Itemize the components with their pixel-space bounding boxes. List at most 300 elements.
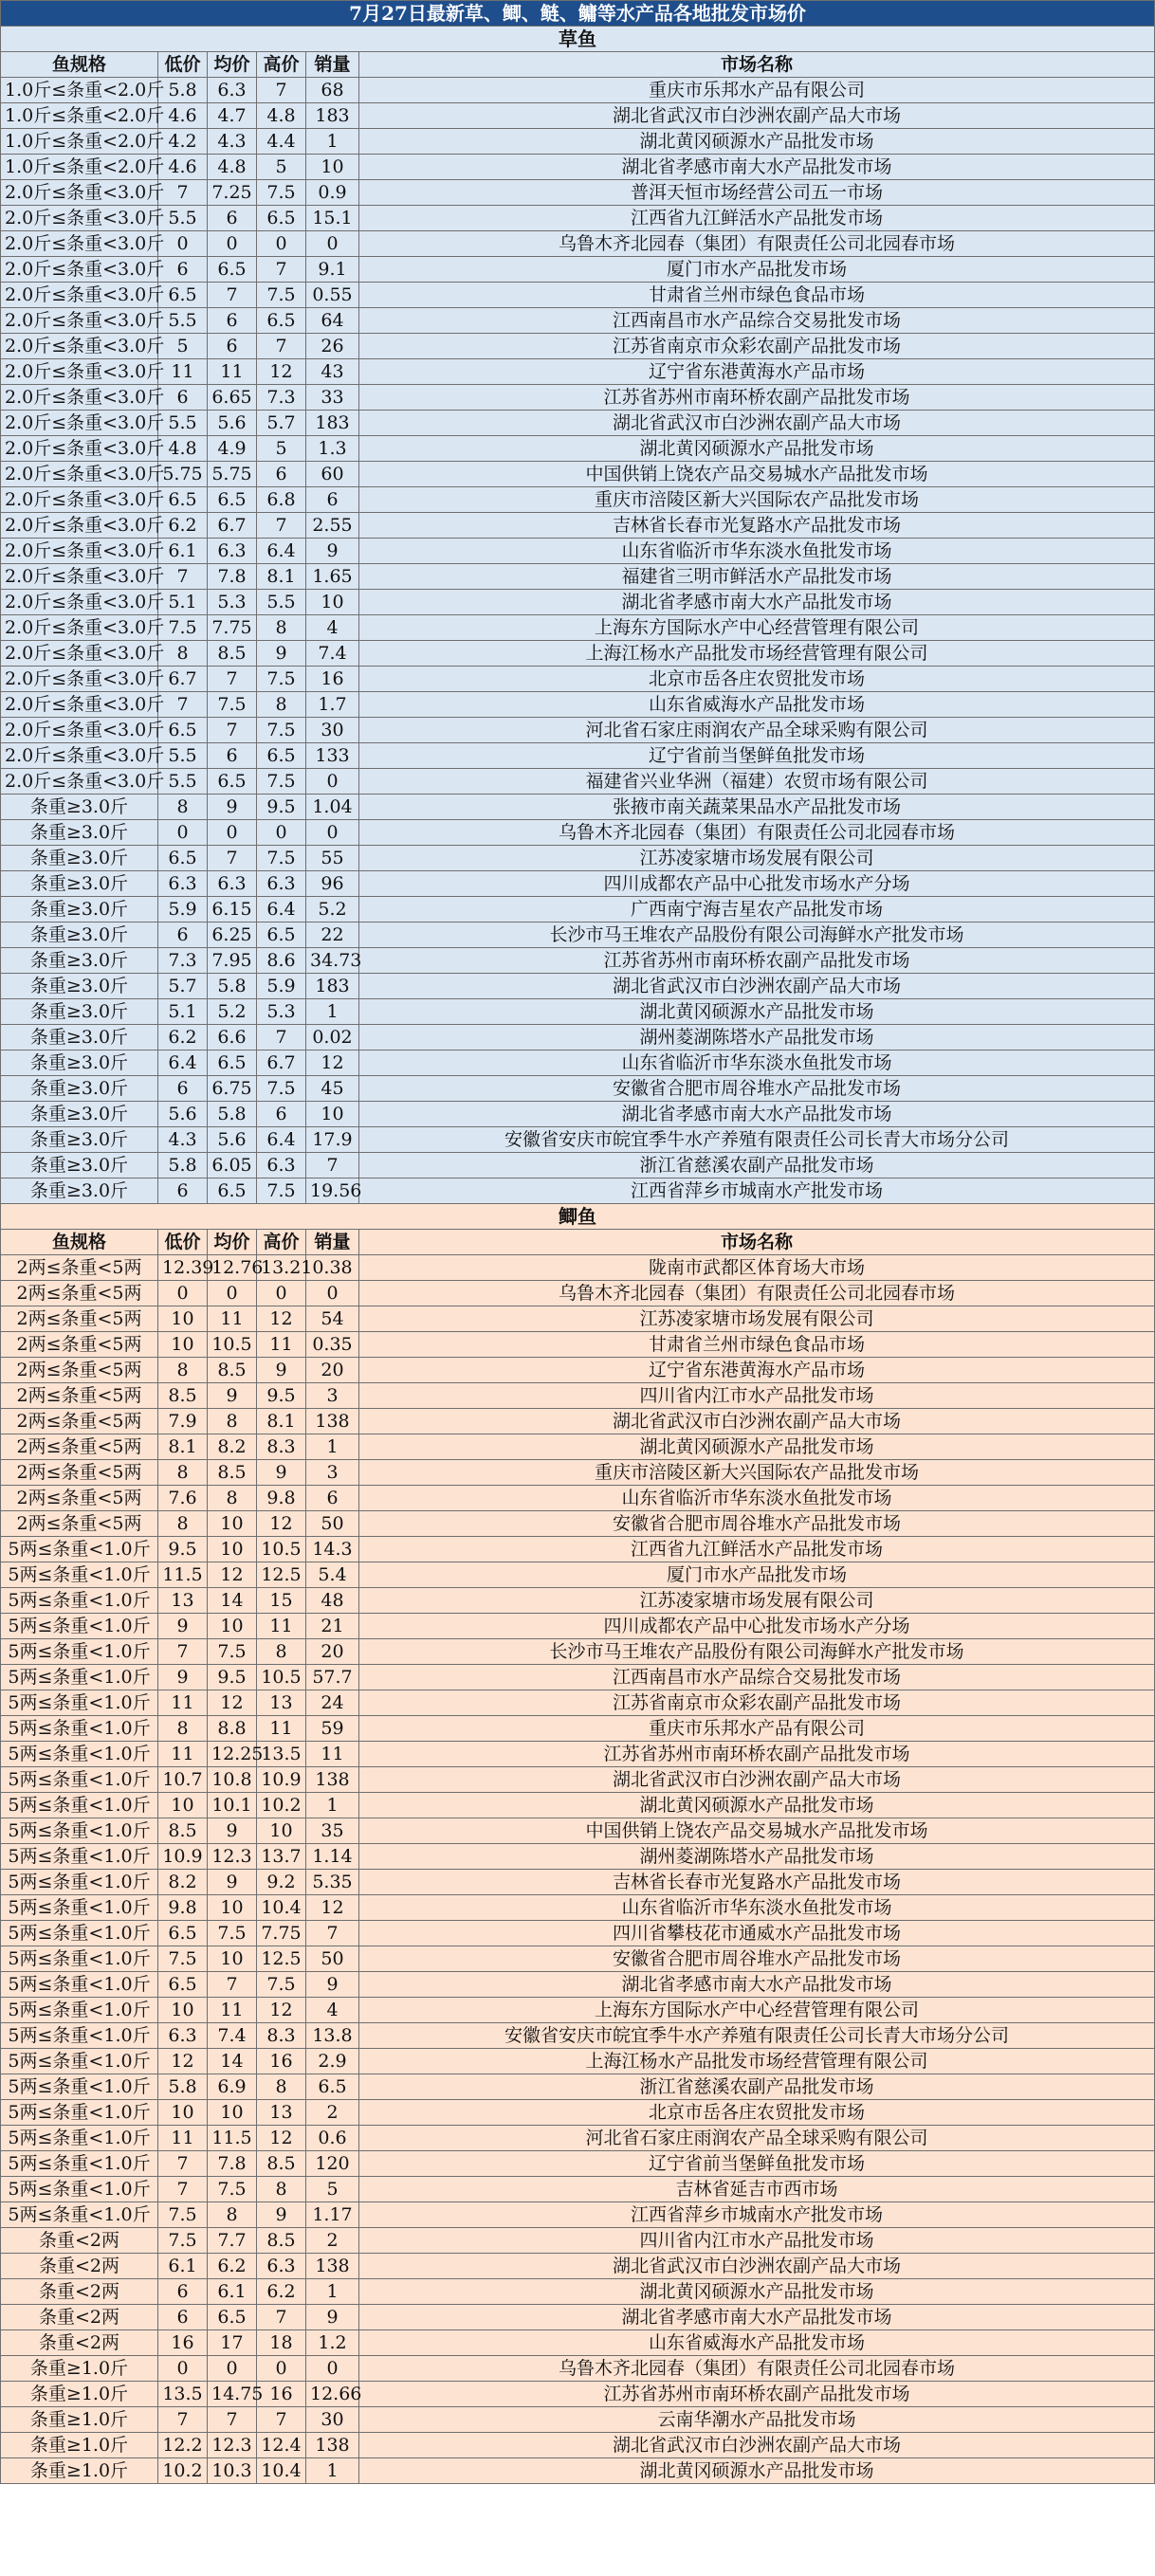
- value-cell: 8.5: [208, 641, 257, 667]
- value-cell: 6: [306, 487, 359, 513]
- value-cell: 12.5: [257, 1946, 306, 1972]
- value-cell: 7.5: [158, 615, 208, 641]
- value-cell: 12: [208, 1562, 257, 1588]
- spec-cell: 5两≤条重<1.0斤: [1, 1921, 158, 1946]
- table-row: [1, 795, 1155, 820]
- value-cell: 6.3: [158, 2023, 208, 2049]
- table-row: [1, 103, 1155, 129]
- spec-cell: 1.0斤≤条重<2.0斤: [1, 78, 158, 103]
- value-cell: 11: [158, 1690, 208, 1716]
- value-cell: 0: [257, 231, 306, 257]
- market-name-cell: 湖北省武汉市白沙洲农副产品大市场: [359, 103, 1155, 129]
- market-name-cell: 江苏凌家塘市场发展有限公司: [359, 846, 1155, 871]
- value-cell: 12.25: [208, 1742, 257, 1767]
- value-cell: 6.2: [158, 1025, 208, 1050]
- spec-cell: 2.0斤≤条重<3.0斤: [1, 231, 158, 257]
- table-row: [1, 1025, 1155, 1050]
- spec-cell: 5两≤条重<1.0斤: [1, 2126, 158, 2151]
- value-cell: 10.5: [208, 1332, 257, 1358]
- value-cell: 3: [306, 1460, 359, 1486]
- value-cell: 5.5: [257, 590, 306, 615]
- value-cell: 5.4: [306, 1562, 359, 1588]
- table-row: [1, 820, 1155, 846]
- value-cell: 10.4: [257, 2458, 306, 2484]
- value-cell: 1: [306, 1434, 359, 1460]
- value-cell: 6.15: [208, 897, 257, 923]
- value-cell: 30: [306, 2407, 359, 2433]
- value-cell: 9: [208, 795, 257, 820]
- value-cell: 8: [158, 641, 208, 667]
- spec-cell: 2.0斤≤条重<3.0斤: [1, 769, 158, 795]
- value-cell: 1: [306, 2279, 359, 2305]
- market-name-cell: 湖州菱湖陈塔水产品批发市场: [359, 1844, 1155, 1870]
- value-cell: 13: [257, 1690, 306, 1716]
- value-cell: 10.5: [257, 1537, 306, 1562]
- value-cell: 4.7: [208, 103, 257, 129]
- value-cell: 10.2: [158, 2458, 208, 2484]
- value-cell: 4: [306, 1998, 359, 2023]
- value-cell: 7.5: [257, 1972, 306, 1998]
- value-cell: 5.35: [306, 1870, 359, 1895]
- column-header: 市场名称: [359, 1230, 1155, 1255]
- spec-cell: 5两≤条重<1.0斤: [1, 1818, 158, 1844]
- value-cell: 14.75: [208, 2382, 257, 2407]
- value-cell: 6: [158, 2305, 208, 2330]
- table-row: [1, 2023, 1155, 2049]
- value-cell: 1: [306, 1793, 359, 1818]
- spec-cell: 5两≤条重<1.0斤: [1, 2151, 158, 2177]
- value-cell: 138: [306, 2254, 359, 2279]
- value-cell: 4.6: [158, 155, 208, 180]
- value-cell: 13.5: [257, 1742, 306, 1767]
- value-cell: 10: [208, 1614, 257, 1639]
- spec-cell: 条重≥3.0斤: [1, 999, 158, 1025]
- market-name-cell: 上海江杨水产品批发市场经营管理有限公司: [359, 2049, 1155, 2074]
- value-cell: 4.8: [257, 103, 306, 129]
- value-cell: 8.8: [208, 1716, 257, 1742]
- spec-cell: 2.0斤≤条重<3.0斤: [1, 692, 158, 718]
- spec-cell: 条重≥3.0斤: [1, 1076, 158, 1102]
- value-cell: 11: [158, 359, 208, 385]
- value-cell: 8: [158, 1716, 208, 1742]
- value-cell: 10.1: [208, 1793, 257, 1818]
- value-cell: 14: [208, 2049, 257, 2074]
- value-cell: 12.3: [208, 1844, 257, 1870]
- spec-cell: 5两≤条重<1.0斤: [1, 1767, 158, 1793]
- market-name-cell: 湖北黄冈硕源水产品批发市场: [359, 436, 1155, 462]
- spec-cell: 5两≤条重<1.0斤: [1, 2049, 158, 2074]
- market-name-cell: 湖北省孝感市南大水产品批发市场: [359, 590, 1155, 615]
- value-cell: 8.3: [257, 2023, 306, 2049]
- value-cell: 17: [208, 2330, 257, 2356]
- spec-cell: 2.0斤≤条重<3.0斤: [1, 385, 158, 411]
- table-row: [1, 1895, 1155, 1921]
- value-cell: 9.2: [257, 1870, 306, 1895]
- table-row: [1, 334, 1155, 359]
- value-cell: 5.3: [208, 590, 257, 615]
- value-cell: 6.3: [208, 78, 257, 103]
- market-name-cell: 张掖市南关蔬菜果品水产品批发市场: [359, 795, 1155, 820]
- value-cell: 6.9: [208, 2074, 257, 2100]
- value-cell: 8.1: [158, 1434, 208, 1460]
- spec-cell: 2.0斤≤条重<3.0斤: [1, 539, 158, 564]
- value-cell: 35: [306, 1818, 359, 1844]
- table-row: [1, 1639, 1155, 1665]
- value-cell: 7: [208, 1972, 257, 1998]
- table-row: [1, 897, 1155, 923]
- table-row: [1, 2356, 1155, 2382]
- table-row: [1, 411, 1155, 436]
- market-name-cell: 湖北省武汉市白沙洲农副产品大市场: [359, 411, 1155, 436]
- value-cell: 7: [158, 180, 208, 206]
- market-name-cell: 北京市岳各庄农贸批发市场: [359, 667, 1155, 692]
- page-title: 7月27日最新草、鲫、鲢、鳙等水产品各地批发市场价: [1, 1, 1155, 27]
- value-cell: 6: [208, 334, 257, 359]
- value-cell: 34.73: [306, 948, 359, 974]
- market-name-cell: 江苏省南京市众彩农副产品批发市场: [359, 1690, 1155, 1716]
- value-cell: 7: [257, 1025, 306, 1050]
- spec-cell: 5两≤条重<1.0斤: [1, 2100, 158, 2126]
- value-cell: 7: [158, 2177, 208, 2202]
- market-name-cell: 湖北黄冈硕源水产品批发市场: [359, 1434, 1155, 1460]
- market-name-cell: 湖北黄冈硕源水产品批发市场: [359, 2458, 1155, 2484]
- value-cell: 8.5: [158, 1818, 208, 1844]
- value-cell: 7: [257, 2305, 306, 2330]
- value-cell: 11.5: [208, 2126, 257, 2151]
- value-cell: 7.5: [257, 846, 306, 871]
- market-name-cell: 河北省石家庄雨润农产品全球采购有限公司: [359, 718, 1155, 743]
- value-cell: 6.2: [208, 2254, 257, 2279]
- spec-cell: 条重≥3.0斤: [1, 871, 158, 897]
- value-cell: 1.65: [306, 564, 359, 590]
- table-row: [1, 1127, 1155, 1153]
- value-cell: 5.7: [158, 974, 208, 999]
- value-cell: 1.17: [306, 2202, 359, 2228]
- value-cell: 7: [257, 78, 306, 103]
- spec-cell: 2.0斤≤条重<3.0斤: [1, 283, 158, 308]
- table-row: [1, 436, 1155, 462]
- market-name-cell: 上海东方国际水产中心经营管理有限公司: [359, 615, 1155, 641]
- market-name-cell: 乌鲁木齐北园春（集团）有限责任公司北园春市场: [359, 2356, 1155, 2382]
- value-cell: 10: [208, 1946, 257, 1972]
- market-name-cell: 湖北省武汉市白沙洲农副产品大市场: [359, 2254, 1155, 2279]
- value-cell: 8: [257, 615, 306, 641]
- column-header: 均价: [208, 1230, 257, 1255]
- value-cell: 11: [257, 1716, 306, 1742]
- table-row: [1, 948, 1155, 974]
- market-name-cell: 安徽省合肥市周谷堆水产品批发市场: [359, 1946, 1155, 1972]
- value-cell: 7: [257, 334, 306, 359]
- market-name-cell: 湖北黄冈硕源水产品批发市场: [359, 2279, 1155, 2305]
- value-cell: 2: [306, 2100, 359, 2126]
- value-cell: 0: [208, 2356, 257, 2382]
- value-cell: 9: [257, 2202, 306, 2228]
- value-cell: 7.75: [257, 1921, 306, 1946]
- market-name-cell: 江苏省苏州市南环桥农副产品批发市场: [359, 1742, 1155, 1767]
- value-cell: 7: [158, 1639, 208, 1665]
- value-cell: 96: [306, 871, 359, 897]
- market-name-cell: 乌鲁木齐北园春（集团）有限责任公司北园春市场: [359, 820, 1155, 846]
- spec-cell: 条重<2两: [1, 2279, 158, 2305]
- value-cell: 6.5: [257, 743, 306, 769]
- value-cell: 9.5: [257, 1383, 306, 1409]
- spec-cell: 1.0斤≤条重<2.0斤: [1, 129, 158, 155]
- market-name-cell: 中国供销上饶农产品交易城水产品批发市场: [359, 462, 1155, 487]
- spec-cell: 5两≤条重<1.0斤: [1, 1562, 158, 1588]
- spec-cell: 5两≤条重<1.0斤: [1, 1998, 158, 2023]
- table-row: [1, 1306, 1155, 1332]
- market-name-cell: 重庆市乐邦水产品有限公司: [359, 78, 1155, 103]
- spec-cell: 条重<2两: [1, 2305, 158, 2330]
- spec-cell: 5两≤条重<1.0斤: [1, 1946, 158, 1972]
- spec-cell: 5两≤条重<1.0斤: [1, 1537, 158, 1562]
- value-cell: 5.5: [158, 411, 208, 436]
- table-row: [1, 2330, 1155, 2356]
- value-cell: 2.55: [306, 513, 359, 539]
- value-cell: 10: [257, 1818, 306, 1844]
- table-row: [1, 718, 1155, 743]
- table-row: [1, 1690, 1155, 1716]
- table-row: [1, 180, 1155, 206]
- value-cell: 0: [158, 1281, 208, 1306]
- value-cell: 6.3: [208, 871, 257, 897]
- column-header: 市场名称: [359, 52, 1155, 78]
- value-cell: 9: [306, 1972, 359, 1998]
- market-name-cell: 山东省临沂市华东淡水鱼批发市场: [359, 1486, 1155, 1511]
- spec-cell: 条重≥3.0斤: [1, 1102, 158, 1127]
- value-cell: 5: [158, 334, 208, 359]
- spec-cell: 5两≤条重<1.0斤: [1, 1895, 158, 1921]
- value-cell: 20: [306, 1358, 359, 1383]
- value-cell: 6.3: [257, 1153, 306, 1178]
- value-cell: 8: [257, 692, 306, 718]
- value-cell: 9.8: [158, 1895, 208, 1921]
- value-cell: 6.05: [208, 1153, 257, 1178]
- value-cell: 68: [306, 78, 359, 103]
- value-cell: 7.5: [158, 1946, 208, 1972]
- value-cell: 12: [257, 1998, 306, 2023]
- value-cell: 12: [257, 2126, 306, 2151]
- value-cell: 6.5: [306, 2074, 359, 2100]
- value-cell: 7: [158, 2407, 208, 2433]
- market-name-cell: 湖北省孝感市南大水产品批发市场: [359, 2305, 1155, 2330]
- value-cell: 9: [306, 539, 359, 564]
- value-cell: 1: [306, 129, 359, 155]
- table-row: [1, 1588, 1155, 1614]
- value-cell: 8.5: [158, 1383, 208, 1409]
- value-cell: 6: [158, 1076, 208, 1102]
- spec-cell: 2.0斤≤条重<3.0斤: [1, 334, 158, 359]
- value-cell: 120: [306, 2151, 359, 2177]
- spec-cell: 2.0斤≤条重<3.0斤: [1, 359, 158, 385]
- table-row: [1, 999, 1155, 1025]
- spec-cell: 2.0斤≤条重<3.0斤: [1, 308, 158, 334]
- value-cell: 8: [208, 1409, 257, 1434]
- table-row: [1, 2151, 1155, 2177]
- market-name-cell: 湖北省武汉市白沙洲农副产品大市场: [359, 2433, 1155, 2458]
- table-row: [1, 359, 1155, 385]
- market-name-cell: 浙江省慈溪农副产品批发市场: [359, 1153, 1155, 1178]
- table-row: [1, 1767, 1155, 1793]
- value-cell: 6.4: [158, 1050, 208, 1076]
- value-cell: 8.5: [257, 2228, 306, 2254]
- value-cell: 5.1: [158, 999, 208, 1025]
- table-row: [1, 1793, 1155, 1818]
- value-cell: 8: [257, 1639, 306, 1665]
- spec-cell: 条重≥1.0斤: [1, 2407, 158, 2433]
- value-cell: 9: [158, 1614, 208, 1639]
- table-row: [1, 923, 1155, 948]
- value-cell: 15: [257, 1588, 306, 1614]
- market-name-cell: 河北省石家庄雨润农产品全球采购有限公司: [359, 2126, 1155, 2151]
- spec-cell: 5两≤条重<1.0斤: [1, 2202, 158, 2228]
- value-cell: 9: [208, 1870, 257, 1895]
- table-row: [1, 2100, 1155, 2126]
- value-cell: 8.1: [257, 1409, 306, 1434]
- value-cell: 30: [306, 718, 359, 743]
- table-row: [1, 385, 1155, 411]
- value-cell: 6.4: [257, 1127, 306, 1153]
- market-name-cell: 山东省威海水产品批发市场: [359, 2330, 1155, 2356]
- table-row: [1, 846, 1155, 871]
- value-cell: 12.76: [208, 1255, 257, 1281]
- spec-cell: 2两≤条重<5两: [1, 1358, 158, 1383]
- value-cell: 16: [257, 2382, 306, 2407]
- value-cell: 7.9: [158, 1409, 208, 1434]
- value-cell: 7.5: [208, 1639, 257, 1665]
- value-cell: 1.3: [306, 436, 359, 462]
- value-cell: 13.7: [257, 1844, 306, 1870]
- table-row: [1, 283, 1155, 308]
- value-cell: 0.55: [306, 283, 359, 308]
- value-cell: 183: [306, 103, 359, 129]
- table-row: [1, 1358, 1155, 1383]
- value-cell: 0: [208, 1281, 257, 1306]
- value-cell: 11: [306, 1742, 359, 1767]
- title-row: [1, 1, 1155, 27]
- value-cell: 6.5: [158, 718, 208, 743]
- value-cell: 7.25: [208, 180, 257, 206]
- spec-cell: 5两≤条重<1.0斤: [1, 1639, 158, 1665]
- market-name-cell: 江西南昌市水产品综合交易批发市场: [359, 308, 1155, 334]
- spec-cell: 2.0斤≤条重<3.0斤: [1, 513, 158, 539]
- value-cell: 9.8: [257, 1486, 306, 1511]
- value-cell: 8: [208, 1486, 257, 1511]
- market-name-cell: 长沙市马王堆农产品股份有限公司海鲜水产批发市场: [359, 923, 1155, 948]
- value-cell: 10.2: [257, 1793, 306, 1818]
- value-cell: 3: [306, 1383, 359, 1409]
- market-name-cell: 湖北省孝感市南大水产品批发市场: [359, 155, 1155, 180]
- value-cell: 10: [158, 1793, 208, 1818]
- value-cell: 13.5: [158, 2382, 208, 2407]
- value-cell: 12: [306, 1050, 359, 1076]
- value-cell: 5.75: [158, 462, 208, 487]
- table-row: [1, 155, 1155, 180]
- value-cell: 6.8: [257, 487, 306, 513]
- value-cell: 6.75: [208, 1076, 257, 1102]
- value-cell: 5.5: [158, 769, 208, 795]
- value-cell: 7.5: [257, 769, 306, 795]
- market-name-cell: 安徽省安庆市皖宜季牛水产养殖有限责任公司长青大市场分公司: [359, 1127, 1155, 1153]
- value-cell: 10.9: [158, 1844, 208, 1870]
- value-cell: 8: [208, 2202, 257, 2228]
- market-name-cell: 江西省萍乡市城南水产批发市场: [359, 1178, 1155, 1204]
- value-cell: 33: [306, 385, 359, 411]
- value-cell: 55: [306, 846, 359, 871]
- market-name-cell: 厦门市水产品批发市场: [359, 1562, 1155, 1588]
- table-row: [1, 1844, 1155, 1870]
- spec-cell: 条重≥3.0斤: [1, 846, 158, 871]
- value-cell: 11: [208, 1998, 257, 2023]
- value-cell: 4.3: [158, 1127, 208, 1153]
- value-cell: 1: [306, 999, 359, 1025]
- spec-cell: 条重≥3.0斤: [1, 974, 158, 999]
- table-row: [1, 1562, 1155, 1588]
- table-row: [1, 1818, 1155, 1844]
- value-cell: 138: [306, 1409, 359, 1434]
- value-cell: 9: [257, 1460, 306, 1486]
- value-cell: 8: [158, 1358, 208, 1383]
- value-cell: 1.04: [306, 795, 359, 820]
- spec-cell: 条重≥3.0斤: [1, 1050, 158, 1076]
- value-cell: 7: [158, 564, 208, 590]
- value-cell: 6.1: [158, 539, 208, 564]
- value-cell: 4.6: [158, 103, 208, 129]
- value-cell: 11.5: [158, 1562, 208, 1588]
- value-cell: 7.5: [158, 2228, 208, 2254]
- value-cell: 7.5: [257, 180, 306, 206]
- table-row: [1, 1486, 1155, 1511]
- value-cell: 8: [158, 795, 208, 820]
- value-cell: 5: [257, 436, 306, 462]
- spec-cell: 条重≥1.0斤: [1, 2382, 158, 2407]
- value-cell: 5.6: [158, 1102, 208, 1127]
- value-cell: 8.2: [158, 1870, 208, 1895]
- spec-cell: 条重<2两: [1, 2228, 158, 2254]
- market-name-cell: 湖北黄冈硕源水产品批发市场: [359, 1793, 1155, 1818]
- spec-cell: 条重≥1.0斤: [1, 2356, 158, 2382]
- value-cell: 6.4: [257, 539, 306, 564]
- value-cell: 10: [306, 1102, 359, 1127]
- market-name-cell: 江苏凌家塘市场发展有限公司: [359, 1588, 1155, 1614]
- value-cell: 0.02: [306, 1025, 359, 1050]
- value-cell: 7.95: [208, 948, 257, 974]
- value-cell: 10: [208, 1895, 257, 1921]
- value-cell: 12.5: [257, 1562, 306, 1588]
- value-cell: 6: [158, 2279, 208, 2305]
- spec-cell: 5两≤条重<1.0斤: [1, 1690, 158, 1716]
- value-cell: 7: [208, 667, 257, 692]
- market-name-cell: 广西南宁海吉星农产品批发市场: [359, 897, 1155, 923]
- value-cell: 7.5: [257, 1076, 306, 1102]
- value-cell: 5.75: [208, 462, 257, 487]
- table-row: [1, 1537, 1155, 1562]
- spec-cell: 5两≤条重<1.0斤: [1, 1870, 158, 1895]
- value-cell: 6.5: [208, 257, 257, 283]
- value-cell: 7.5: [208, 692, 257, 718]
- table-row: [1, 1460, 1155, 1486]
- spec-cell: 2.0斤≤条重<3.0斤: [1, 206, 158, 231]
- value-cell: 6.7: [257, 1050, 306, 1076]
- market-name-cell: 四川成都农产品中心批发市场水产分场: [359, 871, 1155, 897]
- value-cell: 5: [257, 155, 306, 180]
- value-cell: 6: [208, 308, 257, 334]
- market-name-cell: 长沙市马王堆农产品股份有限公司海鲜水产批发市场: [359, 1639, 1155, 1665]
- market-name-cell: 云南华潮水产品批发市场: [359, 2407, 1155, 2433]
- market-name-cell: 江苏省南京市众彩农副产品批发市场: [359, 334, 1155, 359]
- value-cell: 45: [306, 1076, 359, 1102]
- value-cell: 7: [306, 1921, 359, 1946]
